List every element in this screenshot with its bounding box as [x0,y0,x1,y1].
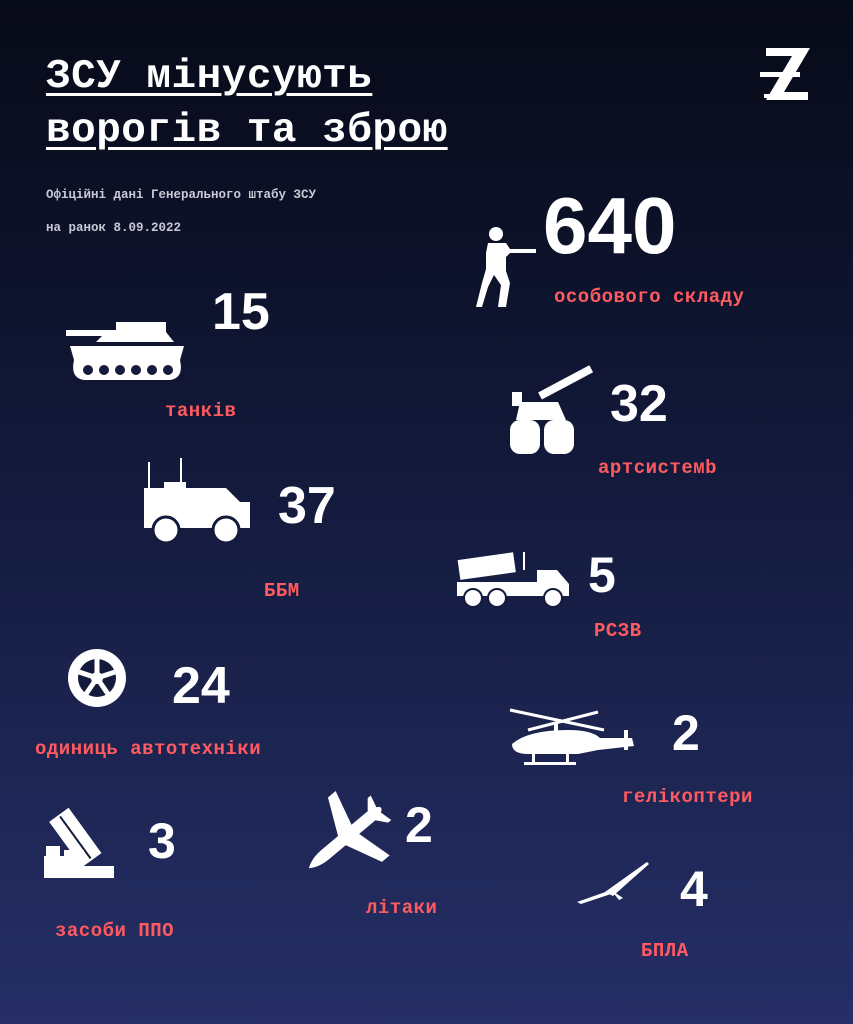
personnel-count: 640 [543,181,677,270]
tank-icon [66,318,188,382]
helicopters-label: гелікоптери [622,786,753,808]
z-logo-icon [760,44,816,104]
air-defense-label: засоби ППО [55,920,175,942]
drone-icon [577,860,651,906]
apc-count: 37 [278,477,336,535]
tanks-label: танків [165,400,237,422]
soldier-icon [476,225,538,309]
title-line-1: ЗСУ мінусують [46,54,373,100]
personnel-label: особового складу [554,286,745,308]
subtitle-source: Офіційні дані Генерального штабу ЗСУ [46,188,317,202]
air-defense-icon [44,806,120,884]
air-defense-count: 3 [148,813,176,869]
artillery-count: 32 [610,375,668,433]
airplane-icon [296,794,394,882]
uav-label: БПЛА [641,940,689,962]
aircraft-count: 2 [405,797,433,853]
helicopters-count: 2 [672,705,700,761]
title-line-2: ворогів та зброю [46,108,448,154]
tanks-count: 15 [212,283,270,341]
vehicles-count: 24 [172,657,230,715]
wheel-icon [66,647,128,709]
page-title [46,50,448,158]
vehicles-label: одиниць автотехніки [35,738,262,760]
mlrs-icon [457,552,571,610]
mlrs-count: 5 [588,547,616,603]
subtitle-date: на ранок 8.09.2022 [46,221,182,235]
mlrs-label: РСЗВ [594,620,642,642]
aircraft-label: літаки [366,897,438,919]
uav-count: 4 [680,861,708,917]
artillery-icon [510,376,596,456]
helicopter-icon [508,708,638,770]
armored-vehicle-icon [144,458,252,546]
apc-label: ББМ [264,580,300,602]
artillery-label: артсистемb [598,457,718,479]
